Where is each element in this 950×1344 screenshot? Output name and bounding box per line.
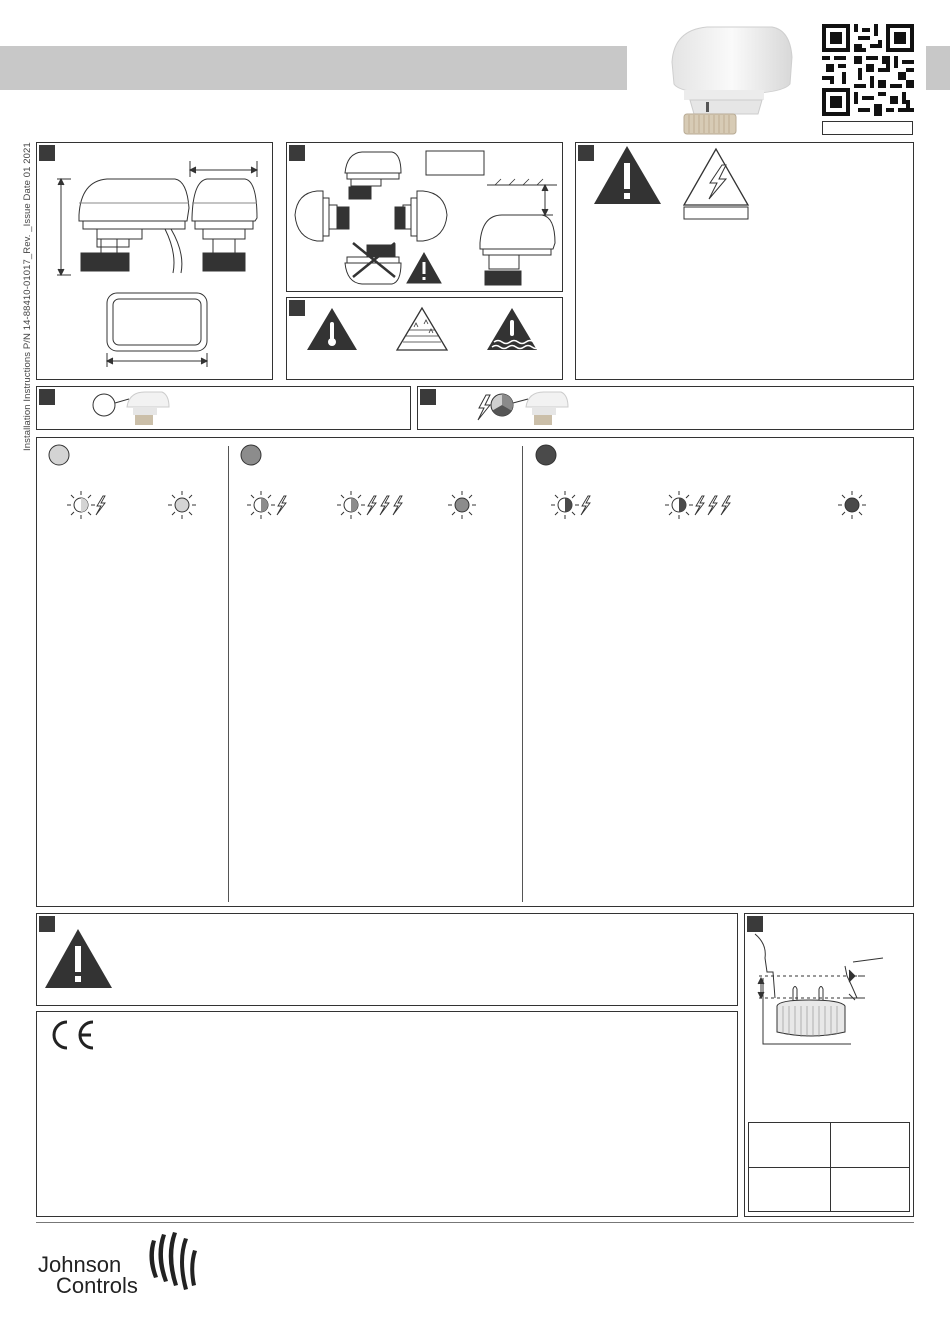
section-marker (420, 389, 436, 405)
lightning-icon (708, 496, 717, 515)
section-environment (286, 297, 563, 380)
stroke-diagram (745, 914, 913, 1114)
humidity-warning-icon (397, 308, 447, 350)
led-state-dark-icon (536, 445, 556, 465)
led-indicator-icon (93, 394, 115, 416)
document-part-number: Installation Instructions P/N 14-88410-01017_Rev. _Issue Date 01 2021 (22, 142, 33, 451)
led-blink-icon (247, 491, 275, 519)
lightning-icon (277, 496, 286, 515)
logo-line-johnson: Johnson (38, 1252, 122, 1277)
column-divider (228, 446, 229, 902)
warning-triangle-icon (42, 926, 132, 1016)
led-blink-icon (337, 491, 365, 519)
water-temperature-warning-icon (487, 308, 540, 350)
section-ce-declaration (36, 1011, 738, 1217)
dimensions-drawing (37, 143, 272, 379)
lightning-icon (581, 496, 590, 515)
section-dimensions (36, 142, 273, 380)
led-on-icon (838, 491, 866, 519)
section-marker (289, 145, 305, 161)
led-blink-icon (67, 491, 95, 519)
stroke-table (748, 1122, 910, 1212)
lightning-icon (96, 496, 105, 515)
section-marker (39, 145, 55, 161)
section-mounting-orientation (286, 142, 563, 292)
led-blink-icon (665, 491, 693, 519)
led-indicator-icon (491, 394, 513, 416)
led-state-mid-icon (241, 445, 261, 465)
footer-rule (36, 1222, 914, 1223)
section-general-warning (36, 913, 738, 1006)
section-safety-warnings (575, 142, 914, 380)
electric-shock-icon (684, 149, 748, 219)
lightning-icon (380, 496, 389, 515)
section-led-states (36, 437, 914, 907)
section-led-power (417, 386, 914, 430)
header-bar (0, 46, 627, 90)
section-marker (39, 389, 55, 405)
column-divider (522, 446, 523, 902)
logo-mark-icon (142, 1230, 198, 1296)
actuator-thumbnail (127, 392, 169, 425)
led-state-light-icon (49, 445, 69, 465)
section-led-indicator (36, 386, 411, 430)
warning-triangle-icon (594, 146, 661, 204)
qr-label-box (822, 121, 913, 135)
lightning-icon (367, 496, 376, 515)
section-marker (747, 916, 763, 932)
actuator-thumbnail (526, 392, 568, 425)
header-bar-right (926, 46, 950, 90)
led-blink-icon (551, 491, 579, 519)
thermometer-warning-icon (307, 308, 357, 350)
led-on-icon (168, 491, 196, 519)
orientation-drawing (287, 143, 562, 291)
lightning-icon (721, 496, 730, 515)
ce-mark-icon (47, 1016, 107, 1056)
led-on-icon (448, 491, 476, 519)
product-image (662, 22, 797, 138)
lightning-icon (393, 496, 402, 515)
section-stroke-adapter (744, 913, 914, 1217)
company-logo (38, 1254, 138, 1296)
section-marker (578, 145, 594, 161)
section-marker (289, 300, 305, 316)
lightning-icon (478, 395, 490, 420)
qr-code (822, 24, 914, 116)
lightning-icon (695, 496, 704, 515)
logo-line-controls: Controls (56, 1273, 138, 1298)
